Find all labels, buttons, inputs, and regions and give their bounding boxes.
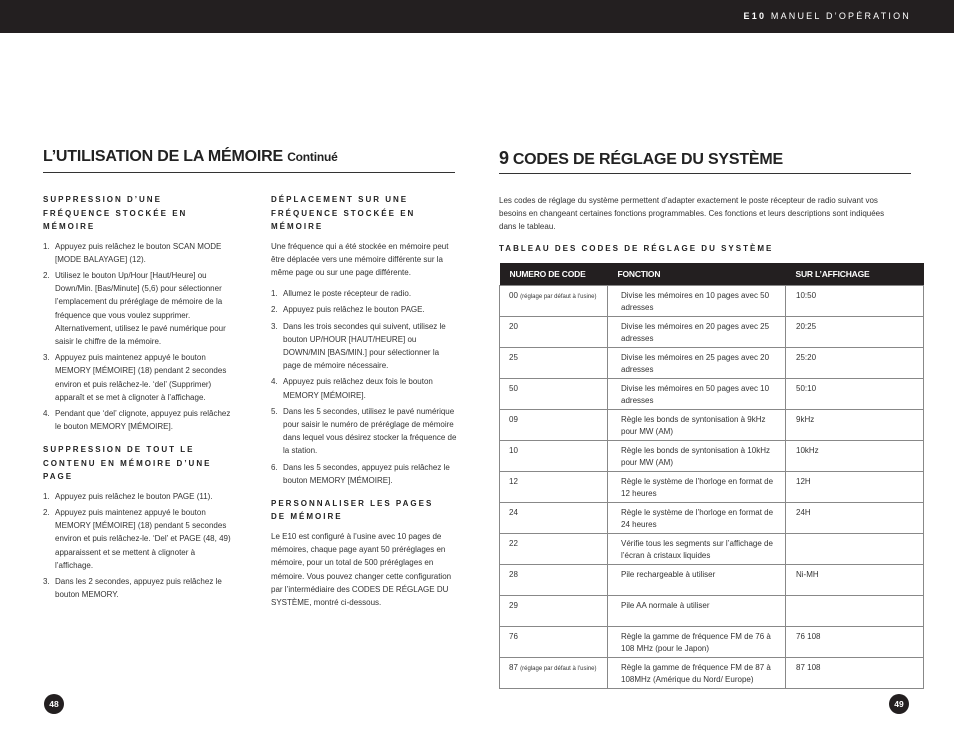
list-item: [43, 490, 233, 503]
heading-line: PERSONNALISER LES PAGES: [271, 498, 434, 508]
heading-line: FRÉQUENCE STOCKÉE EN: [271, 208, 416, 218]
cell-function: Règle la gamme de fréquence FM de 87 à 108MHz (Amérique du Nord/ Europe): [608, 658, 786, 689]
cell-function: Règle le système de l’horloge en format de 24 heures: [608, 503, 786, 534]
table-row: [500, 627, 924, 658]
table-row: [500, 286, 924, 317]
item-text: Appuyez puis relâchez le bouton PAGE (11).: [55, 491, 213, 501]
header-brand: E10: [743, 11, 767, 21]
cell-function: Divise les mémoires en 25 pages avec 20 adresses: [608, 348, 786, 379]
heading-line: MÉMOIRE: [43, 222, 96, 231]
item-number: 5.: [271, 406, 278, 416]
code-value: 24: [509, 508, 518, 517]
item-number: 4.: [271, 377, 278, 387]
item-number: 2.: [43, 270, 50, 280]
col-header-code: NUMERO DE CODE: [500, 263, 608, 286]
code-value: 76: [509, 632, 518, 641]
list-item: [43, 351, 233, 404]
cell-display: 12H: [786, 472, 924, 503]
item-text: Dans les 2 secondes, appuyez puis relâchez le bouton MEMORY.: [55, 577, 222, 600]
item-text: Appuyez puis maintenez appuyé le bouton MEMORY [MÉMOIRE] (18) pendant 5 secondes environ et puis relâchez-le. ‘Del’ et PAGE (48, 49) apparaissent et se mettent à clignoter à l’affichage.: [55, 508, 231, 570]
heading-line: MÉMOIRE: [271, 222, 324, 231]
item-number: 4.: [43, 408, 50, 418]
list-item: [43, 240, 233, 266]
cell-code: [500, 441, 608, 472]
cell-code: [500, 503, 608, 534]
cell-display: 50:10: [786, 379, 924, 410]
list-item: [271, 375, 457, 401]
item-text: Appuyez puis maintenez appuyé le bouton MEMORY [MÉMOIRE] (18) pendant 2 secondes environ et puis relâchez-le. ‘del’ (Supprimer) apparaît et se met à clignoter à l’affichage.: [55, 353, 227, 402]
code-value: 10: [509, 446, 518, 455]
item-number: 6.: [271, 462, 278, 472]
right-title-rule: [499, 173, 911, 174]
section-intro: Une fréquence qui a été stockée en mémoire peut être déplacée vers une mémoire différente sur la même page ou sur une page différente.: [271, 241, 449, 277]
codes-table: [499, 263, 924, 689]
heading-line: DE MÉMOIRE: [271, 512, 343, 522]
heading-line: FRÉQUENCE STOCKÉE EN: [43, 208, 188, 218]
running-header: [744, 11, 911, 21]
page-number-right: 49: [889, 694, 909, 714]
header-bar: [0, 0, 954, 33]
list-item: [43, 506, 233, 572]
left-title-rule: [43, 172, 455, 173]
col-header-function: FONCTION: [608, 263, 786, 286]
cell-display: 10:50: [786, 286, 924, 317]
section-heading: [43, 193, 233, 234]
right-page-title: [499, 148, 783, 169]
table-row: [500, 658, 924, 689]
item-text: Dans les trois secondes qui suivent, utilisez le bouton UP/HOUR [HAUT/HEURE] ou DOWN/MIN [BAS/MIN.] pour sélectionner la page de mémoire nécessaire.: [283, 321, 446, 371]
cell-code: [500, 565, 608, 596]
cell-code: [500, 472, 608, 503]
table-row: [500, 317, 924, 348]
cell-function: Divise les mémoires en 20 pages avec 25 adresses: [608, 317, 786, 348]
item-number: 2.: [271, 305, 278, 315]
code-value: 12: [509, 477, 518, 486]
left-title-text: L’UTILISATION DE LA MÉMOIRE: [43, 148, 283, 165]
item-number: 1.: [271, 289, 278, 299]
cell-function: Divise les mémoires en 50 pages avec 10 adresses: [608, 379, 786, 410]
code-value: 20: [509, 322, 518, 331]
cell-display: 9kHz: [786, 410, 924, 441]
table-row: [500, 503, 924, 534]
section-heading: [271, 193, 457, 234]
list-item: [43, 269, 233, 348]
item-text: Appuyez puis relâchez le bouton SCAN MODE [MODE BALAYAGE] (12).: [55, 241, 222, 264]
heading-line: DÉPLACEMENT SUR UNE: [271, 195, 409, 204]
cell-code: [500, 317, 608, 348]
cell-display: [786, 534, 924, 565]
table-row: [500, 348, 924, 379]
col-header-display: SUR L’AFFICHAGE: [786, 263, 924, 286]
numbered-list: [271, 287, 457, 487]
cell-function: Vérifie tous les segments sur l’affichage de l’écran à cristaux liquides: [608, 534, 786, 565]
heading-line: CONTENU EN MÉMOIRE D’UNE: [43, 458, 212, 468]
cell-code: [500, 534, 608, 565]
code-value: 25: [509, 353, 518, 362]
list-item: [271, 303, 457, 316]
page-number-left: 48: [44, 694, 64, 714]
item-text: Allumez le poste récepteur de radio.: [283, 289, 412, 299]
cell-code: [500, 658, 608, 689]
code-note: (réglage par défaut à l’usine): [520, 666, 597, 672]
list-item: [271, 287, 457, 300]
cell-function: Règle le système de l’horloge en format de 12 heures: [608, 472, 786, 503]
right-intro: Les codes de réglage du système permettent d’adapter exactement le poste récepteur de radio suivant vos besoins en changeant certaines fonctions programmables. Ces fonctions et leurs descriptions sont indiquées dans le tableau.: [499, 196, 885, 232]
cell-display: Ni-MH: [786, 565, 924, 596]
item-number: 1.: [43, 491, 50, 501]
cell-display: 24H: [786, 503, 924, 534]
item-text: Dans les 5 secondes, appuyez puis relâchez le bouton MEMORY [MÉMOIRE].: [283, 462, 450, 485]
item-text: Pendant que ‘del’ clignote, appuyez puis relâchez le bouton MEMORY [MÉMOIRE].: [55, 408, 231, 432]
code-value: 29: [509, 601, 518, 610]
list-item: [271, 405, 457, 458]
item-number: 3.: [43, 353, 50, 363]
cell-function: Pile rechargeable à utiliser: [608, 565, 786, 596]
cell-display: 10kHz: [786, 441, 924, 472]
list-item: [271, 461, 457, 487]
cell-code: [500, 410, 608, 441]
cell-code: [500, 627, 608, 658]
cell-code: [500, 348, 608, 379]
cell-code: [500, 379, 608, 410]
table-row: [500, 410, 924, 441]
numbered-list: [43, 490, 233, 602]
right-title-text: CODES DE RÉGLAGE DU SYSTÈME: [512, 151, 784, 168]
cell-function: Divise les mémoires en 10 pages avec 50 adresses: [608, 286, 786, 317]
code-note: (réglage par défaut à l’usine): [520, 294, 597, 300]
code-value: 28: [509, 570, 518, 579]
heading-line: PAGE: [43, 472, 74, 482]
cell-function: Règle la gamme de fréquence FM de 76 à 108 MHz (pour le Japon): [608, 627, 786, 658]
cell-code: [500, 596, 608, 627]
cell-code: [500, 286, 608, 317]
cell-function: Pile AA normale à utiliser: [608, 596, 786, 627]
section-number: 9: [499, 148, 509, 168]
cell-display: 20:25: [786, 317, 924, 348]
heading-line: SUPPRESSION DE TOUT LE: [43, 445, 195, 455]
item-text: Utilisez le bouton Up/Hour [Haut/Heure] ou Down/Min. [Bas/Minute] (5,6) pour sélectionner l’emplacement du préréglage de mémoire de la fréquence que vous voulez supprimer. Alternativement, utilisez le pavé numérique pour saisir le chiffre de la mémoire.: [55, 270, 226, 346]
left-title-suffix: Continué: [287, 150, 338, 164]
table-row: [500, 472, 924, 503]
cell-function: Règle les bonds de syntonisation à 10kHz pour MW (AM): [608, 441, 786, 472]
cell-display: 25:20: [786, 348, 924, 379]
table-row: [500, 596, 924, 627]
left-column-1: [43, 193, 233, 611]
left-column-2: [271, 193, 457, 617]
item-number: 3.: [43, 577, 50, 587]
list-item: [271, 320, 457, 373]
cell-display: [786, 596, 924, 627]
code-value: 22: [509, 539, 518, 548]
table-title: TABLEAU DES CODES DE RÉGLAGE DU SYSTÈME: [499, 244, 774, 253]
code-value: 00: [509, 291, 518, 300]
code-value: 50: [509, 384, 518, 393]
table-row: [500, 441, 924, 472]
header-title: MANUEL D’OPÉRATION: [770, 11, 911, 21]
table-row: [500, 534, 924, 565]
numbered-list: [43, 240, 233, 434]
table-row: [500, 379, 924, 410]
table-header-row: [500, 263, 924, 286]
cell-display: 76 108: [786, 627, 924, 658]
code-value: 87: [509, 663, 518, 672]
list-item: [43, 575, 233, 601]
left-page-title: [43, 148, 338, 166]
table-row: [500, 565, 924, 596]
section-heading: [271, 497, 457, 524]
cell-display: 87 108: [786, 658, 924, 689]
item-text: Dans les 5 secondes, utilisez le pavé numérique pour saisir le numéro de préréglage de mémoire dans lequel vous désirez stocker la fréquence de la station.: [283, 406, 457, 456]
heading-line: SUPPRESSION D’UNE: [43, 195, 162, 204]
section-text: Le E10 est configuré à l’usine avec 10 pages de mémoires, chaque page ayant 50 préréglages en mémoire, pour un total de 500 préréglages en mémoire. Vous pouvez changer cette configuration par l’intermédiaire des CODES DE RÉGLAGE DU SYSTÈME, montré ci-dessous.: [271, 531, 452, 607]
item-number: 2.: [43, 508, 50, 518]
item-text: Appuyez puis relâchez deux fois le bouton MEMORY [MÉMOIRE].: [283, 377, 433, 400]
item-number: 1.: [43, 241, 50, 251]
list-item: [43, 407, 233, 433]
item-text: Appuyez puis relâchez le bouton PAGE.: [283, 305, 425, 315]
cell-function: Règle les bonds de syntonisation à 9kHz pour MW (AM): [608, 410, 786, 441]
item-number: 3.: [271, 321, 278, 331]
section-heading: [43, 443, 233, 484]
code-value: 09: [509, 415, 518, 424]
